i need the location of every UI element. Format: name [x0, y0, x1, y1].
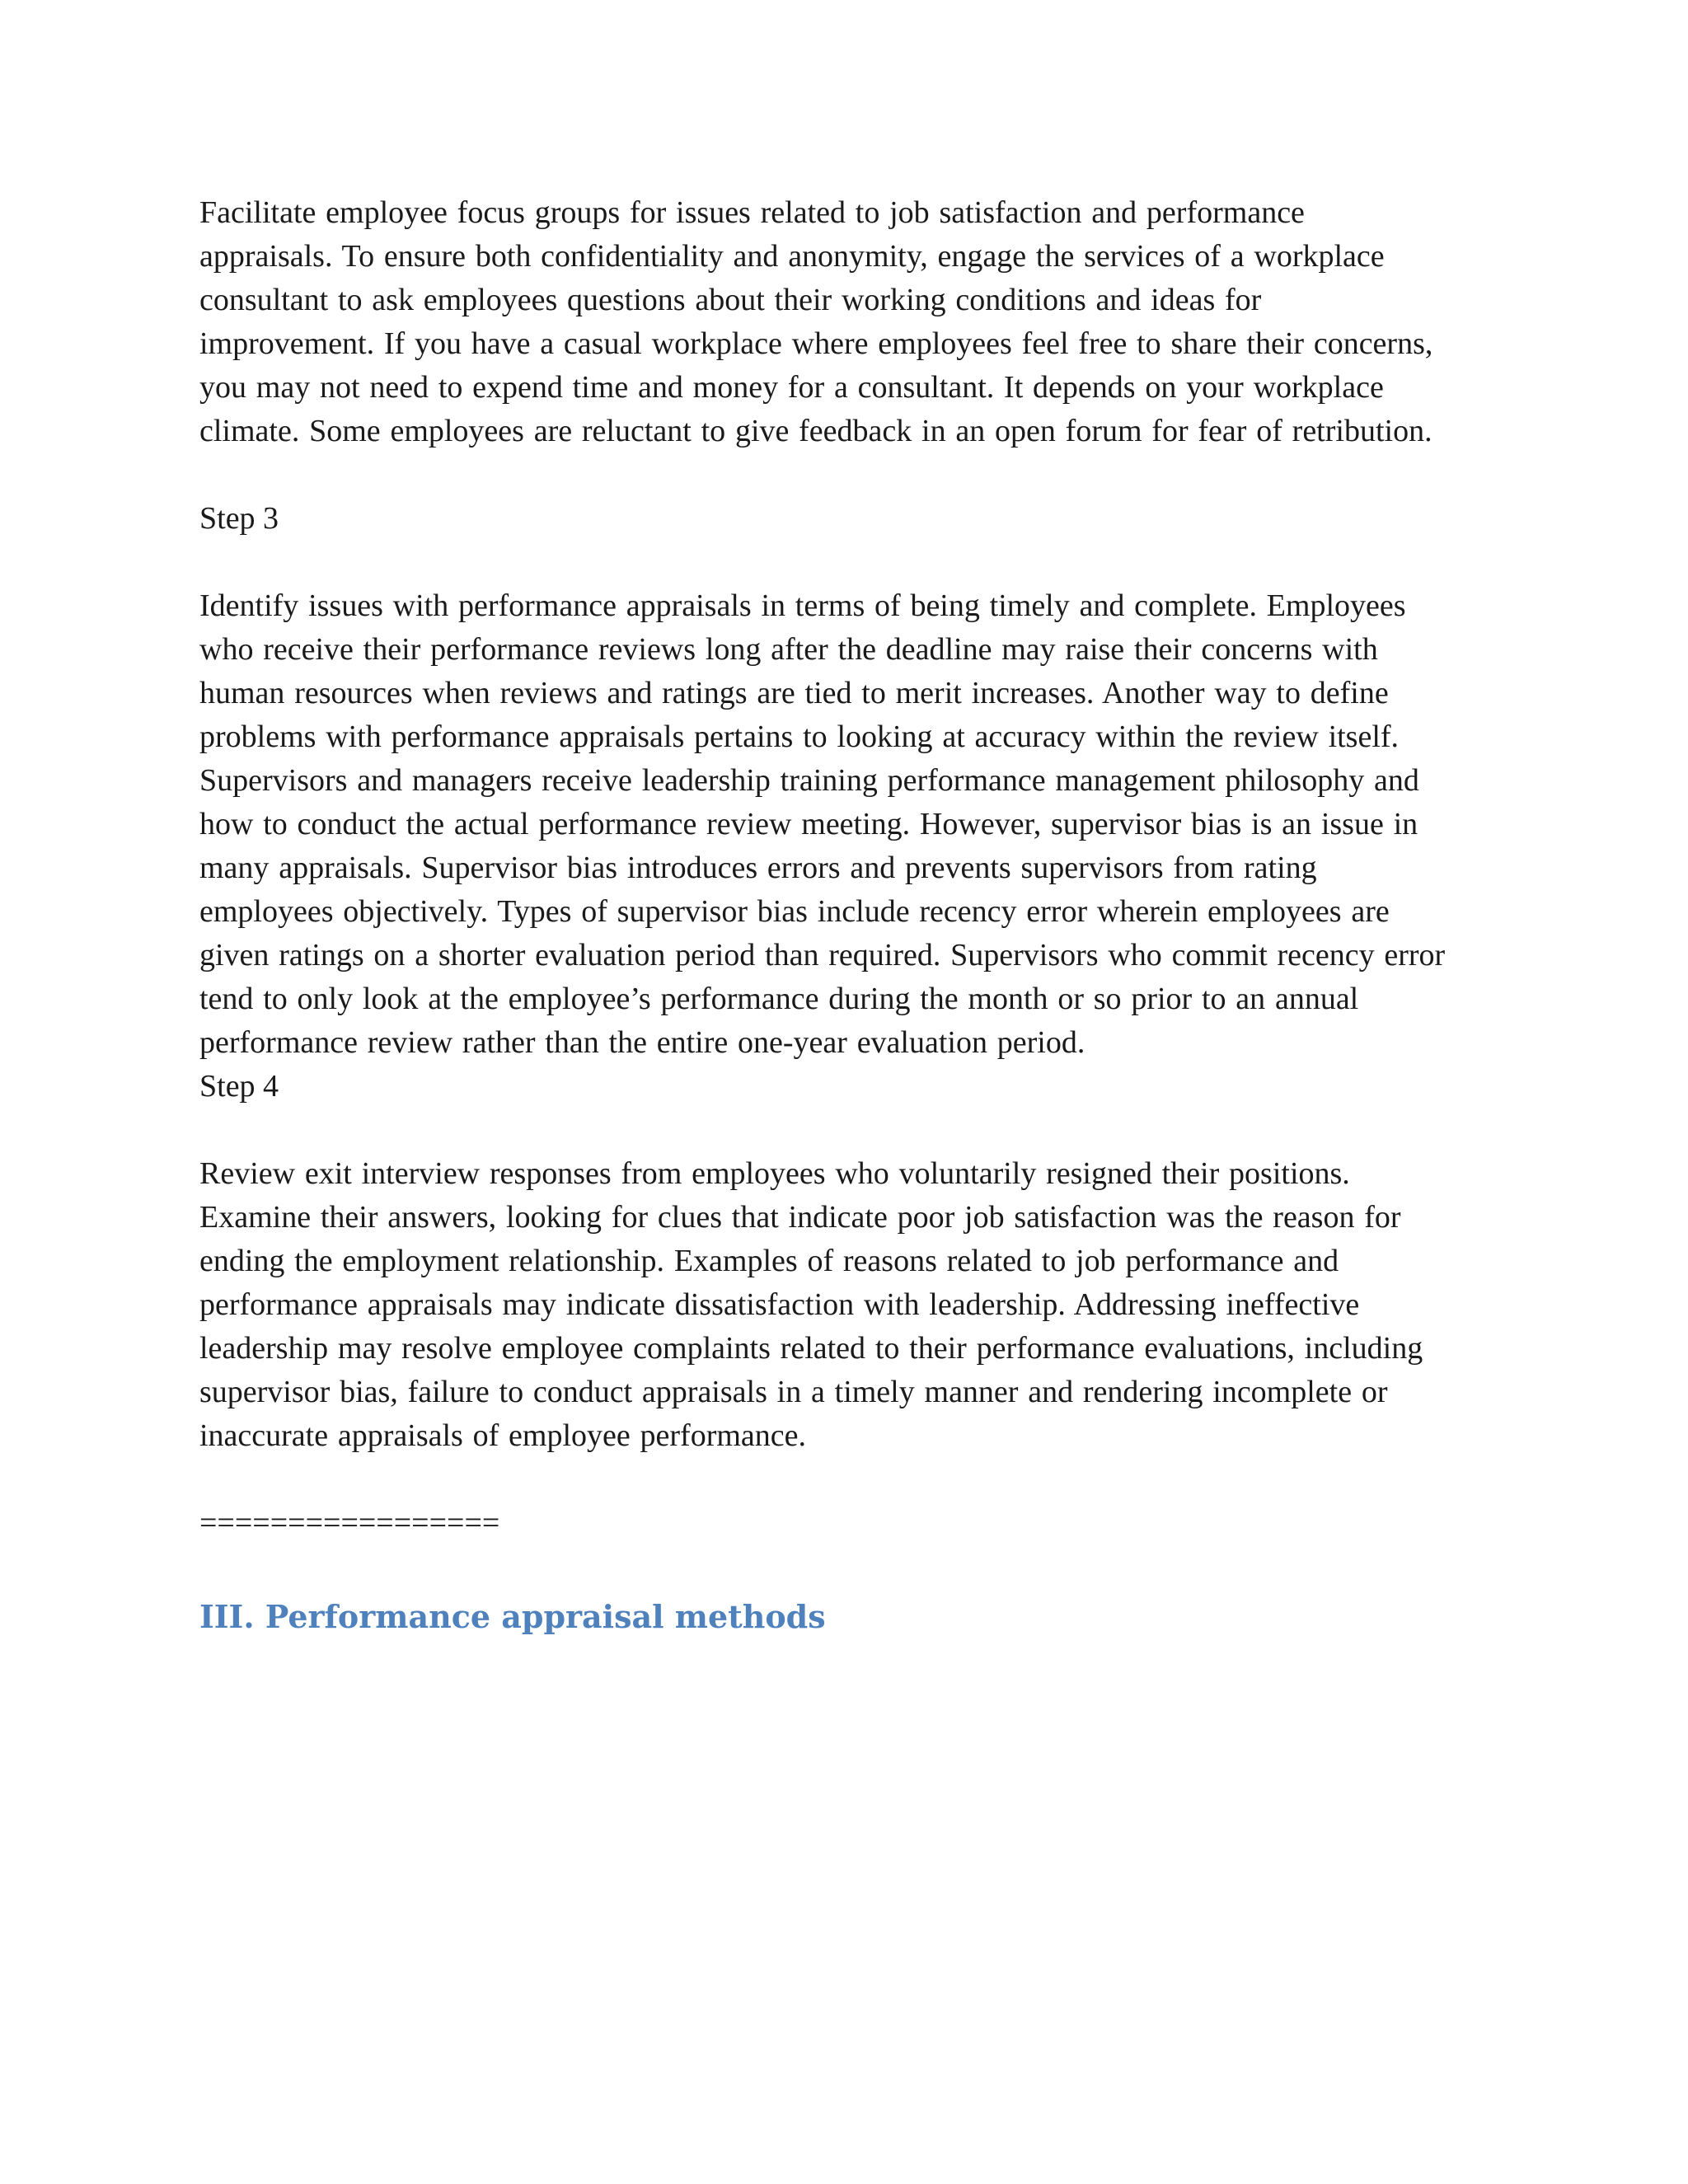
spacer	[199, 1545, 1502, 1595]
text-line: performance review rather than the entire one-year evaluation period.	[199, 1025, 1085, 1060]
text-line: consultant to ask employees questions about their working conditions and ideas for	[199, 283, 1262, 317]
text-line: climate. Some employees are reluctant to give feedback in an open forum for fear of retribution.	[199, 414, 1432, 448]
text-line: tend to only look at the employee’s performance during the month or so prior to an annual	[199, 982, 1359, 1016]
document-body	[199, 191, 1502, 1638]
text-line: inaccurate appraisals of employee performance.	[199, 1418, 807, 1453]
paragraph-exit-interviews	[199, 1152, 1502, 1458]
text-line: many appraisals. Supervisor bias introduces errors and prevents supervisors from rating	[199, 851, 1317, 885]
text-line: Review exit interview responses from employees who voluntarily resigned their positions.	[199, 1156, 1350, 1191]
text-line: who receive their performance reviews long after the deadline may raise their concerns with	[199, 632, 1378, 667]
paragraph-focus-groups	[199, 191, 1502, 453]
text-line: you may not need to expend time and money for a consultant. It depends on your workplace	[199, 370, 1384, 405]
text-line: improvement. If you have a casual workplace where employees feel free to share their concerns,	[199, 326, 1433, 361]
text-line: given ratings on a shorter evaluation period than required. Supervisors who commit recency error	[199, 938, 1446, 972]
step-3-label: Step 3	[199, 501, 279, 536]
paragraph-appraisal-issues	[199, 584, 1502, 1065]
text-line: problems with performance appraisals pertains to looking at accuracy within the review itself.	[199, 719, 1400, 754]
step-4-label: Step 4	[199, 1069, 279, 1104]
text-line: ending the employment relationship. Examples of reasons related to job performance and	[199, 1244, 1339, 1278]
text-line: human resources when reviews and ratings are tied to merit increases. Another way to define	[199, 676, 1389, 710]
text-line: Identify issues with performance appraisals in terms of being timely and complete. Employees	[199, 588, 1406, 623]
text-line: appraisals. To ensure both confidentiality and anonymity, engage the services of a workplace	[199, 239, 1385, 274]
section-divider: =================	[199, 1506, 500, 1540]
spacer	[199, 1458, 1502, 1502]
text-line: leadership may resolve employee complaints related to their performance evaluations, including	[199, 1331, 1423, 1366]
text-line: Examine their answers, looking for clues that indicate poor job satisfaction was the reason for	[199, 1200, 1401, 1235]
text-line: how to conduct the actual performance review meeting. However, supervisor bias is an issue in	[199, 807, 1418, 841]
section-heading: III. Performance appraisal methods	[199, 1598, 826, 1635]
spacer	[199, 541, 1502, 584]
spacer	[199, 453, 1502, 497]
text-line: Supervisors and managers receive leadership training performance management philosophy and	[199, 763, 1419, 798]
text-line: supervisor bias, failure to conduct appraisals in a timely manner and rendering incomplete or	[199, 1375, 1388, 1409]
text-line: performance appraisals may indicate dissatisfaction with leadership. Addressing ineffective	[199, 1287, 1360, 1322]
spacer	[199, 1108, 1502, 1152]
text-line: Facilitate employee focus groups for issues related to job satisfaction and performance	[199, 195, 1305, 230]
text-line: employees objectively. Types of supervisor bias include recency error wherein employees are	[199, 894, 1390, 929]
